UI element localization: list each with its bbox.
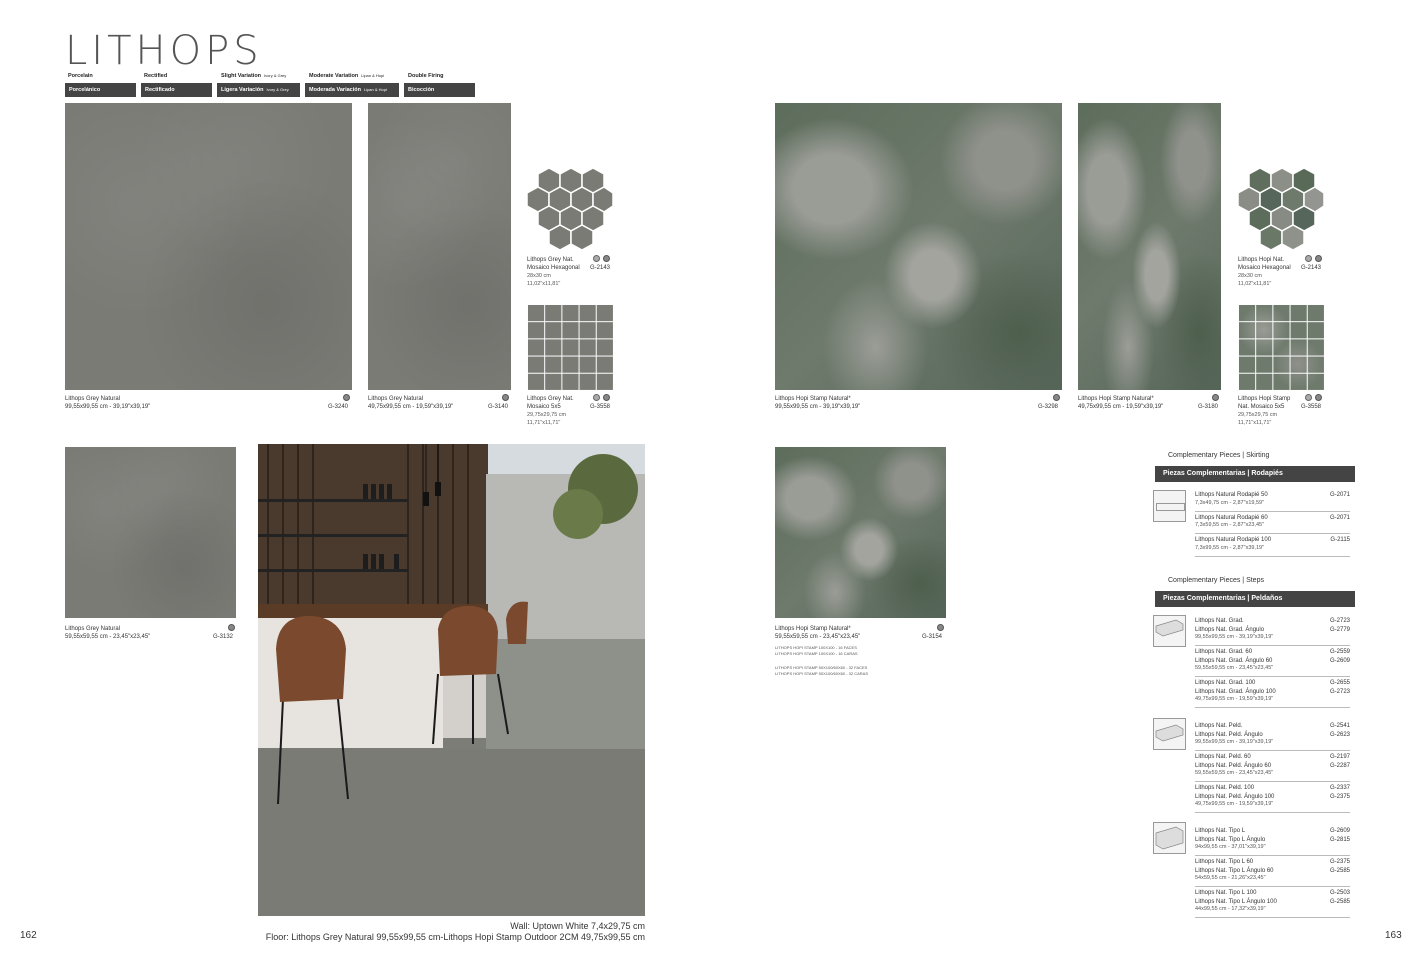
row-divider [1195, 781, 1350, 782]
piece-code: G-2655 [1329, 680, 1350, 686]
piece-row-codes [1330, 827, 1350, 844]
piece-row [1195, 784, 1350, 807]
piece-name: Lithops Natural Rodapié 50 [1195, 492, 1268, 498]
hopi-faces-note: LITHOPS HOPI STAMP 50X100/60X60 - 32 FACES LITHOPS HOPI STAMP 50X100/60X60 - 32 CARAS [775, 665, 869, 676]
steps-heading: Complementary Pieces | Steps [1168, 577, 1264, 584]
attr-box-moderada-variacion: Moderada Variación Lipan & Hopi [305, 83, 399, 97]
piece-row [1195, 753, 1350, 776]
piece-name: Lithops Nat. Grad. 100 [1195, 680, 1256, 686]
piece-code: G-2375 [1329, 859, 1350, 865]
piece-row-codes [1330, 491, 1350, 500]
piece-row [1195, 536, 1350, 551]
row-divider [1195, 556, 1350, 557]
skirting-piece-icon [1153, 490, 1186, 522]
piece-name: Lithops Nat. Grad. Ángulo 60 [1195, 657, 1273, 664]
ambient-photo-bar-terrace [258, 444, 645, 916]
piece-name: Lithops Nat. Tipo L Ángulo 100 [1195, 898, 1277, 905]
piece-code: G-2115 [1330, 537, 1350, 543]
piece-row-names [1195, 491, 1350, 506]
attr-label-slight-variation: Slight Variation Ivory & Grey [221, 73, 287, 79]
piece-row-names [1195, 648, 1350, 671]
piece-row-names [1195, 889, 1350, 912]
tile-image-hopi-60x60 [775, 447, 946, 618]
piece-row [1195, 827, 1350, 850]
piece-row-codes [1330, 536, 1350, 545]
row-divider [1195, 533, 1350, 534]
piece-row-codes [1330, 753, 1350, 770]
product-caption: Lithops Hopi Stamp Natural* 49,75x99,55 cm - 19,59"x39,19" [1078, 396, 1164, 410]
piece-row-codes [1330, 889, 1350, 906]
piece-code: G-2559 [1329, 649, 1350, 655]
piece-name: Lithops Nat. Grad. Ángulo [1195, 626, 1265, 633]
photo-caption-wall: Wall: Uptown White 7,4x29,75 cm [510, 921, 645, 931]
photo-caption-floor: Floor: Lithops Grey Natural 99,55x99,55 cm-Lithops Hopi Stamp Outdoor 2CM 49,75x99,55 cm [265, 932, 645, 942]
porcelain-icon [228, 624, 235, 631]
mosaic-5x5-hopi-image [1238, 304, 1324, 390]
piece-code: G-2723 [1329, 618, 1350, 624]
attr-box-bicoccion: Bicocción [404, 83, 475, 97]
piece-row [1195, 679, 1350, 702]
piece-dimensions: 59,55x59,55 cm - 23,45"x23,45" [1195, 770, 1274, 776]
product-caption: Lithops Grey Nat. Mosaico 5x5 29,75x29,75 cm 11,71"x11,71" [527, 396, 574, 426]
product-caption: Lithops Grey Natural 99,55x99,55 cm - 39,19"x39,19" [65, 396, 151, 410]
piece-code: G-2609 [1329, 657, 1350, 664]
piece-name: Lithops Nat. Tipo L Ángulo 60 [1195, 867, 1274, 874]
piece-row [1195, 648, 1350, 671]
row-divider [1195, 676, 1350, 677]
piece-row-codes [1330, 679, 1350, 696]
piece-name: Lithops Natural Rodapié 100 [1195, 537, 1272, 543]
piece-name: Lithops Nat. Grad. 60 [1195, 649, 1253, 655]
attr-label-rectified: Rectified [144, 73, 168, 79]
attr-box-rectificado: Rectificado [141, 83, 212, 97]
attr-label-double-firing: Double Firing [408, 73, 444, 79]
mesh-icon [593, 255, 600, 262]
porcelain-icon [1212, 394, 1219, 401]
skirting-heading: Complementary Pieces | Skirting [1168, 452, 1270, 459]
step-tipo-l-icon [1153, 822, 1186, 854]
piece-row-names [1195, 536, 1350, 551]
mesh-icon [1305, 394, 1312, 401]
porcelain-icon [1315, 255, 1322, 262]
piece-row-names [1195, 858, 1350, 881]
piece-row-codes [1330, 648, 1350, 665]
product-code: G-3240 [328, 404, 349, 410]
mesh-icon [1305, 255, 1312, 262]
piece-code: G-2071 [1329, 492, 1350, 498]
piece-name: Lithops Natural Rodapié 60 [1195, 514, 1268, 521]
product-caption: Lithops Hopi Stamp Natural* 99,55x99,55 cm - 39,19"x39,19" [775, 396, 861, 410]
porcelain-icon [603, 255, 610, 262]
product-code: G-3180 [1198, 404, 1219, 410]
product-caption: Lithops Hopi Nat. Mosaico Hexagonal 28x30 cm 11,02"x11,81" [1238, 257, 1291, 287]
piece-code: G-2337 [1329, 785, 1350, 791]
row-divider [1195, 750, 1350, 751]
piece-row [1195, 858, 1350, 881]
attr-label-moderate-variation: Moderate Variation Lipan & Hopi [309, 73, 385, 79]
piece-name: Lithops Nat. Tipo L 100 [1195, 890, 1257, 896]
row-divider [1195, 511, 1350, 512]
product-code: G-3558 [1301, 404, 1322, 410]
product-code: G-3154 [922, 634, 943, 640]
mesh-icon [593, 394, 600, 401]
piece-dimensions: 7,3x99,55 cm - 2,87"x39,19" [1195, 544, 1265, 551]
piece-row-names [1195, 784, 1350, 807]
piece-code: G-2375 [1329, 793, 1350, 800]
piece-name: Lithops Nat. Grad. [1195, 618, 1244, 624]
attr-label-porcelain: Porcelain [68, 73, 93, 79]
hexagon-mosaic-grey-image [527, 166, 613, 250]
piece-row-codes [1330, 858, 1350, 875]
product-code: G-3298 [1038, 404, 1059, 410]
piece-code: G-2585 [1329, 867, 1350, 874]
piece-row-names [1195, 827, 1350, 850]
row-divider [1195, 917, 1350, 918]
porcelain-icon [603, 394, 610, 401]
row-divider [1195, 645, 1350, 646]
piece-dimensions: 7,3x59,55 cm - 2,87"x23,45" [1195, 522, 1265, 528]
row-divider [1195, 855, 1350, 856]
piece-dimensions: 99,55x99,55 cm - 39,19"x39,19" [1195, 739, 1274, 745]
product-caption: Lithops Grey Natural 59,55x59,55 cm - 23,45"x23,45" [65, 626, 151, 640]
tile-image-hopi-100x100 [775, 103, 1062, 390]
piece-code: G-2779 [1329, 626, 1350, 633]
product-code: G-2143 [590, 265, 611, 271]
attr-box-porcelanico: Porcelánico [65, 83, 136, 97]
piece-code: G-2723 [1329, 688, 1350, 695]
hopi-faces-note: LITHOPS HOPI STAMP 100X100 - 16 FACES LITHOPS HOPI STAMP 100X100 - 16 CARAS [775, 645, 858, 656]
steps-bar: Piezas Complementarias | Peldaños [1155, 591, 1355, 607]
piece-code: G-2585 [1329, 898, 1350, 905]
product-caption: Lithops Grey Natural 49,75x99,55 cm - 19,59"x39,19" [368, 396, 454, 410]
piece-name: Lithops Nat. Tipo L [1195, 828, 1246, 834]
porcelain-icon [343, 394, 350, 401]
piece-row-codes [1330, 514, 1350, 523]
piece-row [1195, 722, 1350, 745]
piece-dimensions: 49,75x99,55 cm - 19,59"x39,19" [1195, 696, 1274, 702]
piece-code: G-2287 [1329, 762, 1350, 769]
piece-dimensions: 54x59,55 cm - 21,26"x23,45" [1195, 875, 1266, 881]
piece-dimensions: 59,55x59,55 cm - 23,45"x23,45" [1195, 665, 1274, 671]
piece-row-codes [1330, 617, 1350, 634]
piece-row-names [1195, 753, 1350, 776]
piece-code: G-2815 [1329, 836, 1350, 843]
row-divider [1195, 812, 1350, 813]
piece-dimensions: 7,3x49,75 cm - 2,87"x19,59" [1195, 499, 1265, 506]
piece-name: Lithops Nat. Grad. Ángulo 100 [1195, 688, 1276, 695]
piece-name: Lithops Nat. Tipo L 60 [1195, 859, 1254, 865]
piece-code: G-2503 [1329, 890, 1350, 896]
skirting-bar: Piezas Complementarias | Rodapiés [1155, 466, 1355, 482]
row-divider [1195, 886, 1350, 887]
piece-code: G-2197 [1329, 754, 1350, 760]
piece-row-codes [1330, 722, 1350, 739]
page-title: LITHOPS [65, 28, 263, 74]
product-code: G-3558 [590, 404, 611, 410]
piece-row [1195, 491, 1350, 506]
piece-dimensions: 94x99,55 cm - 37,01"x39,19" [1195, 844, 1266, 850]
piece-row-names [1195, 722, 1350, 745]
page-number-right: 163 [1385, 930, 1402, 941]
product-caption: Lithops Grey Nat. Mosaico Hexagonal 28x30 cm 11,02"x11,81" [527, 257, 580, 287]
product-code: G-3132 [213, 634, 234, 640]
row-divider [1195, 707, 1350, 708]
tile-image-grey-50x100 [368, 103, 511, 390]
porcelain-icon [502, 394, 509, 401]
piece-name: Lithops Nat. Peld. Ángulo 100 [1195, 793, 1275, 800]
piece-name: Lithops Nat. Peld. Ángulo 60 [1195, 762, 1272, 769]
porcelain-icon [937, 624, 944, 631]
product-code: G-3140 [488, 404, 509, 410]
piece-dimensions: 44x99,55 cm - 17,32"x39,19" [1195, 906, 1266, 912]
tile-image-hopi-50x100 [1078, 103, 1221, 390]
piece-name: Lithops Nat. Peld. 60 [1195, 754, 1251, 760]
piece-name: Lithops Nat. Peld. Ángulo [1195, 731, 1263, 738]
piece-code: G-2541 [1329, 723, 1350, 729]
piece-dimensions: 49,75x99,55 cm - 19,59"x39,19" [1195, 801, 1274, 807]
piece-dimensions: 99,55x99,55 cm - 39,19"x39,19" [1195, 634, 1274, 640]
piece-row-names [1195, 514, 1350, 529]
porcelain-icon [1053, 394, 1060, 401]
piece-row [1195, 514, 1350, 529]
piece-row-names [1195, 617, 1350, 640]
piece-code: G-2071 [1329, 514, 1350, 521]
piece-name: Lithops Nat. Peld. [1195, 723, 1243, 729]
tile-image-grey-60x60 [65, 447, 236, 618]
piece-row [1195, 889, 1350, 912]
porcelain-icon [1315, 394, 1322, 401]
piece-name: Lithops Nat. Tipo L Ángulo [1195, 836, 1266, 843]
product-caption: Lithops Hopi Stamp Nat. Mosaico 5x5 29,75x29,75 cm 11,71"x11,71" [1238, 396, 1291, 426]
piece-row-names [1195, 679, 1350, 702]
piece-code: G-2609 [1329, 828, 1350, 834]
piece-name: Lithops Nat. Peld. 100 [1195, 785, 1255, 791]
hexagon-mosaic-hopi-image [1238, 166, 1324, 250]
step-grad-icon [1153, 615, 1186, 647]
product-caption: Lithops Hopi Stamp Natural* 59,55x59,55 cm - 23,45"x23,45" [775, 626, 861, 640]
piece-row [1195, 617, 1350, 640]
page-number-left: 162 [20, 930, 37, 941]
piece-code: G-2623 [1329, 731, 1350, 738]
product-code: G-2143 [1301, 265, 1322, 271]
tile-image-grey-100x100 [65, 103, 352, 390]
mosaic-5x5-grey-image [527, 304, 613, 390]
step-peld-icon [1153, 718, 1186, 750]
piece-row-codes [1330, 784, 1350, 801]
attr-box-ligera-variacion: Ligera Variación Ivory & Grey [217, 83, 300, 97]
